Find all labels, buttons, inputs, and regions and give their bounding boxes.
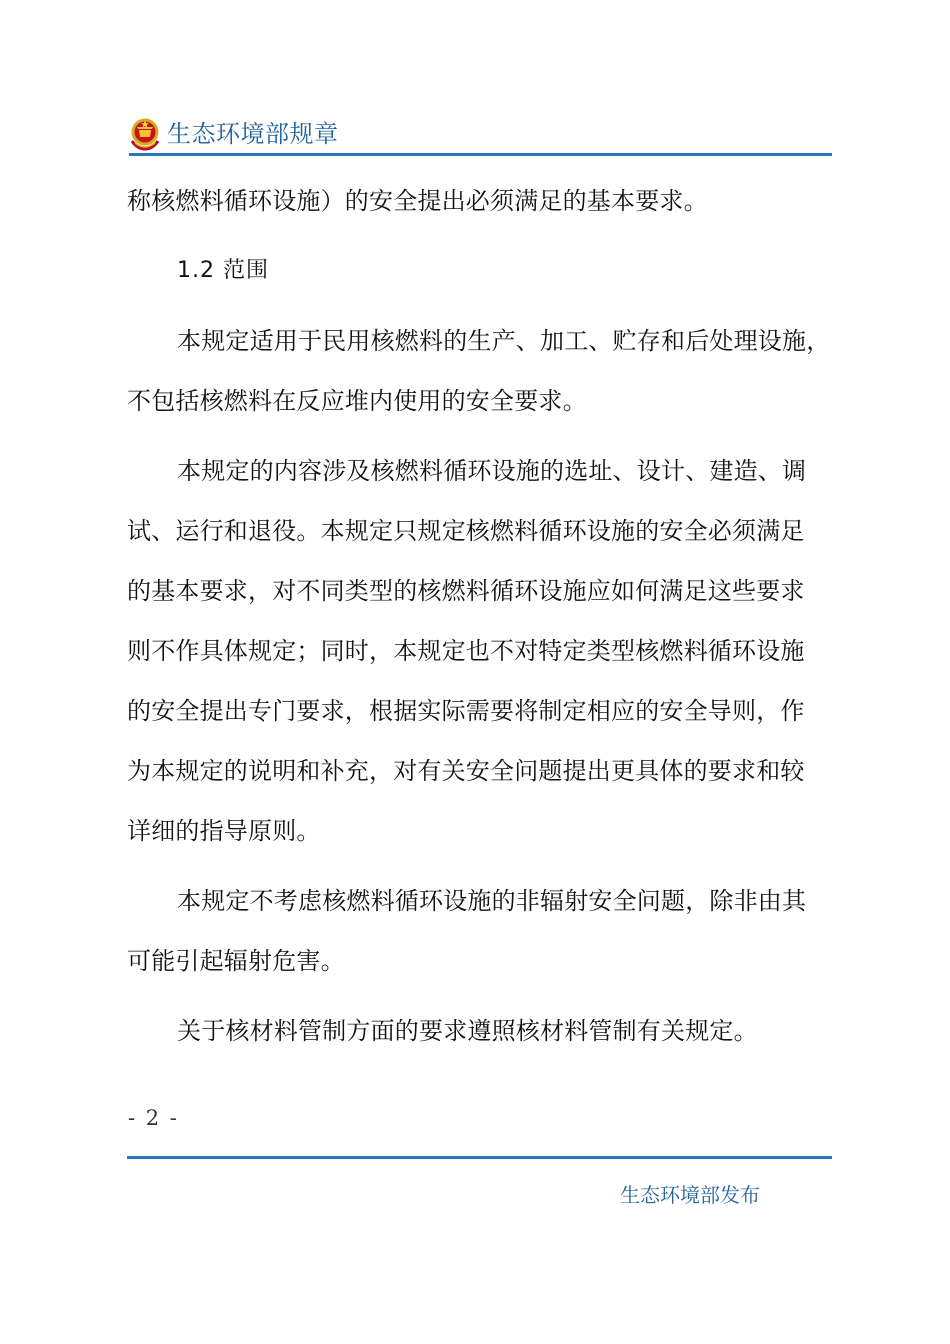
footer-divider <box>127 1156 832 1159</box>
paragraph-spacing <box>127 301 832 311</box>
page-number: - 2 - <box>128 1106 179 1130</box>
paragraph-line: 的安全提出专门要求，根据实际需要将制定相应的安全导则，作 <box>127 697 805 725</box>
document-body <box>127 171 832 1061</box>
paragraph-spacing <box>127 861 832 871</box>
paragraph-spacing <box>127 431 832 441</box>
paragraph-line: 详细的指导原则。 <box>127 817 321 845</box>
page-header <box>129 116 832 158</box>
paragraph-non-radiation <box>127 871 832 991</box>
paragraph-line: 本规定的内容涉及核燃料循环设施的选址、设计、建造、调 <box>177 457 807 485</box>
paragraph-line: 本规定不考虑核燃料循环设施的非辐射安全问题，除非由其 <box>177 887 807 915</box>
paragraph-line: 试、运行和退役。本规定只规定核燃料循环设施的安全必须满足 <box>127 517 805 545</box>
section-heading: 1.2 范围 <box>177 258 269 283</box>
paragraph-line: 可能引起辐射危害。 <box>127 947 345 975</box>
header-divider <box>129 153 832 156</box>
national-emblem-icon <box>129 117 161 151</box>
header-title: 生态环境部规章 <box>167 120 339 148</box>
paragraph-nuclear-material-control <box>127 1001 832 1061</box>
paragraph-scope-applicability <box>127 311 832 431</box>
paragraph-spacing <box>127 991 832 1001</box>
paragraph-line: 为本规定的说明和补充，对有关安全问题提出更具体的要求和较 <box>127 757 805 785</box>
paragraph-spacing <box>127 231 832 241</box>
text-line: 称核燃料循环设施）的安全提出必须满足的基本要求。 <box>127 187 708 215</box>
paragraph-line: 则不作具体规定；同时，本规定也不对特定类型核燃料循环设施 <box>127 637 805 665</box>
paragraph-line: 不包括核燃料在反应堆内使用的安全要求。 <box>127 387 587 415</box>
paragraph-scope-content <box>127 441 832 861</box>
paragraph-line: 本规定适用于民用核燃料的生产、加工、贮存和后处理设施， <box>177 327 831 355</box>
publisher-label: 生态环境部发布 <box>620 1183 760 1207</box>
paragraph-line: 的基本要求，对不同类型的核燃料循环设施应如何满足这些要求 <box>127 577 805 605</box>
paragraph-line: 关于核材料管制方面的要求遵照核材料管制有关规定。 <box>177 1017 758 1045</box>
